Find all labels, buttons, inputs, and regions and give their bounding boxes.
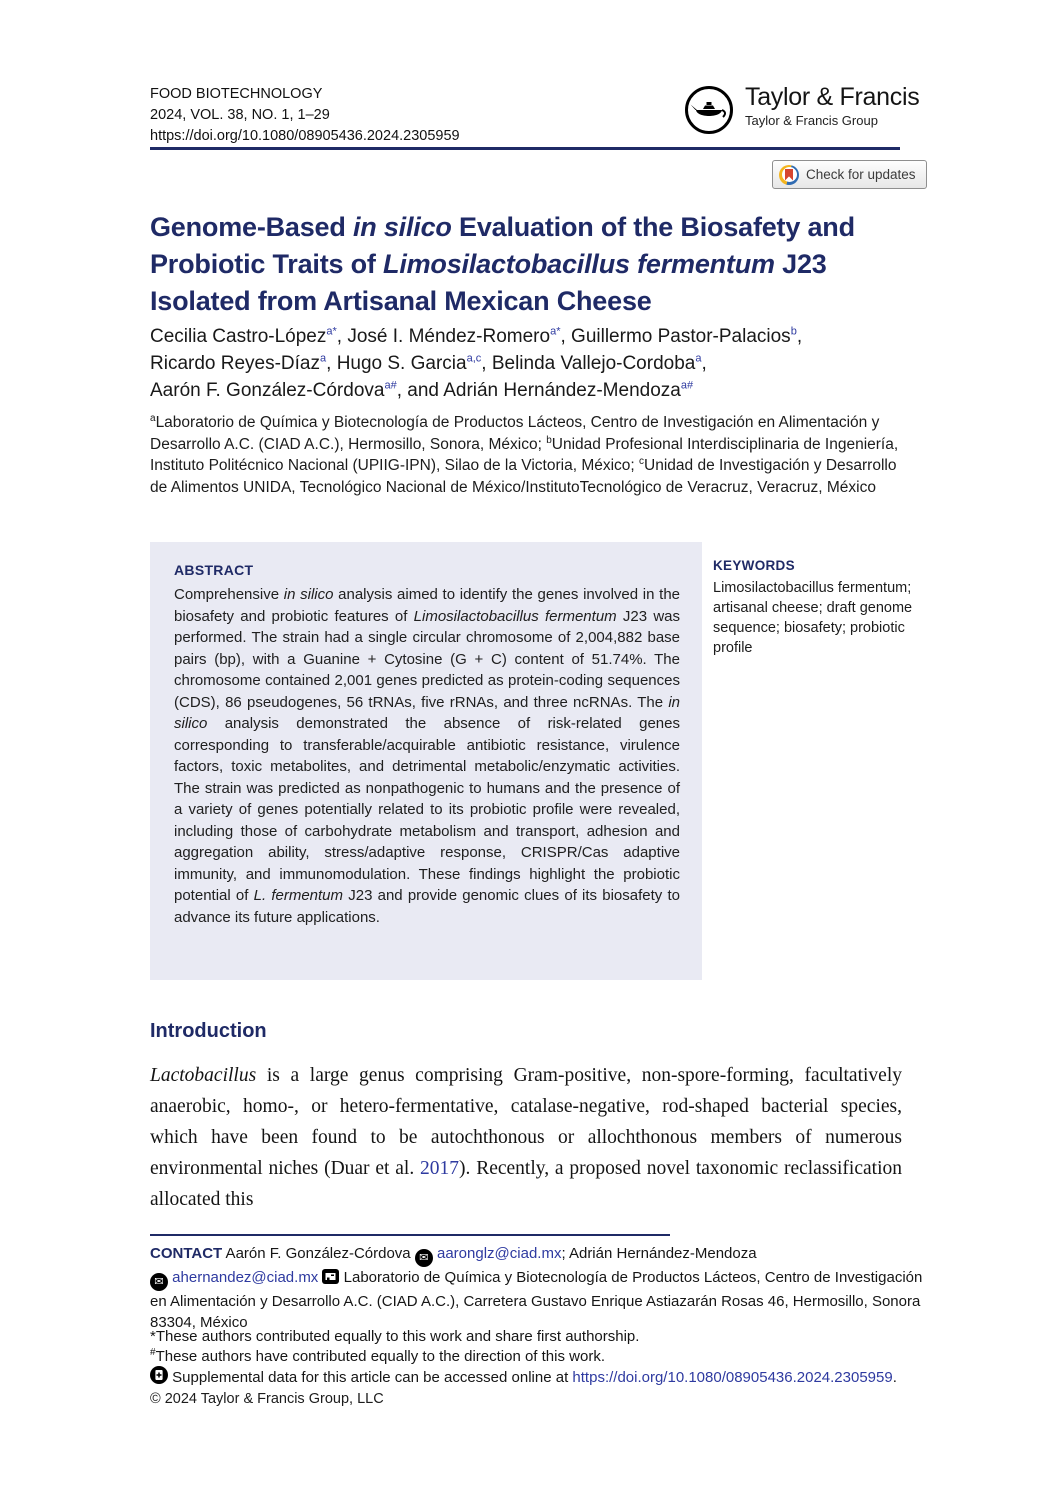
contact-label: CONTACT <box>150 1245 223 1262</box>
footnotes <box>150 1327 928 1390</box>
tf-lamp-icon <box>683 84 735 141</box>
article-title <box>150 209 922 320</box>
journal-name: FOOD BIOTECHNOLOGY <box>150 86 323 102</box>
title-segment: Genome-Based <box>150 212 353 242</box>
journal-header <box>150 84 460 147</box>
footnote-divider <box>150 1234 670 1236</box>
check-for-updates-button[interactable] <box>772 160 927 189</box>
publisher-group: Taylor & Francis Group <box>745 113 878 128</box>
email-icon: ✉ <box>415 1249 433 1267</box>
keywords-text: Limosilactobacillus fermentum; artisanal cheese; draft genome sequence; biosafety; probiotic profile <box>713 580 913 656</box>
supplemental-doi-link[interactable]: https://doi.org/10.1080/08905436.2024.2305959 <box>572 1369 893 1386</box>
keywords-panel <box>713 558 913 658</box>
publisher-name: Taylor & Francis <box>745 83 920 111</box>
check-for-updates-label: Check for updates <box>806 167 916 182</box>
publisher-logo[interactable] <box>683 84 919 141</box>
genus-italic: Lactobacillus <box>150 1065 257 1086</box>
footnote-equal-contribution: *These authors contributed equally to this work and share first authorship. <box>150 1328 640 1345</box>
contact-block: CONTACT Aarón F. González-Córdova ✉ aaronglz@ciad.mx; Adrián Hernández-Mendoza ✉ ahernandez@ciad.mx Laboratorio de Química y Biotecnología de Productos Lácteos, Centro de Investigación en Alimentación y Desarrollo A.C. (CIAD A.C.), Carretera Gustavo Enrique Astiazarán Rosas 46, Hermosillo, Sonora 83304, México <box>150 1245 923 1331</box>
abstract-panel <box>150 542 702 980</box>
abstract-text: Comprehensive in silico analysis aimed to identify the genes involved in the biosafety and probiotic features of Limosilactobacillus fermentum J23 was performed. The strain had a single circular chromosome of 2,004,882 base pairs (bp), with a Guanine + Cytosine (G + C) content of 51.74%. The chromosome contained 2,001 genes predicted as protein-coding sequences (CDS), 86 pseudogenes, 56 tRNAs, five rRNAs, and three ncRNAs. The in silico analysis demonstrated the absence of risk-related genes corresponding to transferable/acquirable antibiotic resistance, virulence factors, toxic metabolites, and detrimental metabolic/enzymatic activities. The strain was predicted as nonpathogenic to humans and the presence of a variety of genes potentially related to its probiotic profile were revealed, including those of carbohydrate metabolism and transport, adhesion and aggregation ability, stress/adaptive response, CRISPR/Cas adaptive immunity, and immunomodulation. These findings highlight the probiotic potential of L. fermentum J23 and provide genomic clues of its biosafety to advance its future applications. <box>174 586 681 926</box>
author-line: Ricardo Reyes-Díaz$^a$, Hugo S. Garcia$^{a,c}$, Belinda Vallejo-Cordoba$^a$, <box>150 352 707 374</box>
author-line: Cecilia Castro-López$^{a*}$, José I. Méndez-Romero$^{a*}$, Guillermo Pastor-Palacios$^b$, <box>150 325 803 347</box>
email-link-2[interactable]: ahernandez@ciad.mx <box>172 1269 319 1286</box>
introduction-paragraph: Lactobacillus is a large genus comprising Gram-positive, non-spore-forming, facultatively anaerobic, homo-, or hetero-fermentative, catalase-negative, rod-shaped bacterial species, which have been found to be autochthonous or allochthonous members of numerous environmental niches (Duar et al. 2017). Recently, a proposed novel taxonomic reclassification allocated this <box>150 1065 902 1210</box>
header-divider <box>150 147 900 150</box>
contact-address: Laboratorio de Química y Biotecnología de Productos Lácteos, Centro de Investigación en Alimentación y Desarrollo A.C. (CIAD A.C.), Carretera Gustavo Enrique Astiazarán Rosas 46, Hermosillo, Sonora 83304, México <box>150 1269 923 1331</box>
footnote-supplemental: Supplemental data for this article can be accessed online at https://doi.org/10.1080/08905436.2024.2305959. <box>150 1366 928 1390</box>
contact-name: Aarón F. González-Córdova <box>222 1245 415 1262</box>
author-line: Aarón F. González-Córdova$^{a\#}$, and Adrián Hernández-Mendoza$^{a\#}$ <box>150 379 694 401</box>
title-segment: Evaluation of the Biosafety and Probiotic Traits of <box>150 212 855 279</box>
abstract-heading: ABSTRACT <box>174 562 254 578</box>
citation-link-duar-2017[interactable]: 2017 <box>420 1158 460 1179</box>
title-italic-segment: in silico <box>352 212 452 242</box>
contact-name: Adrián Hernández-Mendoza <box>568 1245 757 1262</box>
author-list <box>150 323 930 404</box>
crossmark-icon <box>779 165 799 185</box>
introduction-heading: Introduction <box>150 1020 267 1042</box>
journal-doi-link[interactable]: https://doi.org/10.1080/08905436.2024.2305959 <box>150 128 460 144</box>
title-italic-segment: Limosilactobacillus fermentum <box>383 249 775 279</box>
address-icon <box>322 1271 339 1288</box>
footnote-direction: #These authors have contributed equally to the direction of this work. <box>150 1346 605 1365</box>
email-link-1[interactable]: aaronglz@ciad.mx <box>437 1245 562 1262</box>
affiliations: $^a$Laboratorio de Química y Biotecnología de Productos Lácteos, Centro de Investigación en Alimentación y Desarrollo A.C. (CIAD A.C.), Hermosillo, Sonora, México; $^b$Unidad Profesional Interdisciplinaria de Ingeniería, Instituto Politécnico Nacional (UPIIG-IPN), Silao de la Victoria, México; $^c$Unidad de Investigación y Desarrollo de Alimentos UNIDA, Tecnológico Nacional de México/InstitutoTecnológico de Veracruz, Veracruz, México <box>150 412 899 496</box>
journal-issue: 2024, VOL. 38, NO. 1, 1–29 <box>150 107 330 123</box>
copyright-notice: © 2024 Taylor & Francis Group, LLC <box>150 1391 384 1407</box>
title-segment: J23 Isolated from Artisanal Mexican Cheese <box>150 249 827 316</box>
keywords-heading: KEYWORDS <box>713 558 795 573</box>
email-icon: ✉ <box>150 1273 168 1291</box>
supplemental-data-icon <box>150 1371 168 1388</box>
